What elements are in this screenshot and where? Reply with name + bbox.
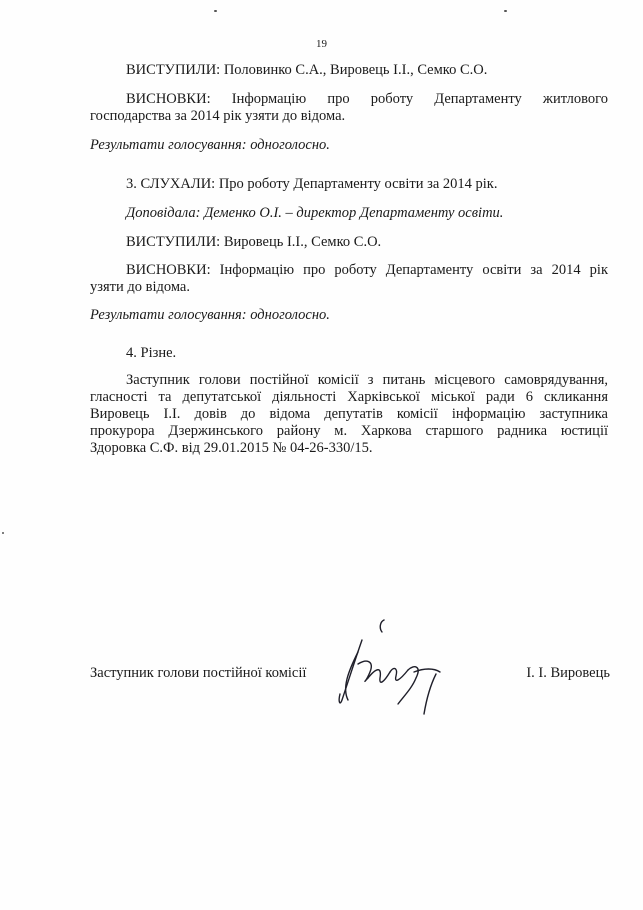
conclusions-line: узяти до відома.: [90, 279, 190, 295]
conclusions-line: ВИСНОВКИ: Інформацію про роботу Департаменту житлового: [126, 91, 608, 107]
body-line: гласності та депутатської діяльності Харківської міської ради 6 скликання: [90, 389, 608, 405]
vote-result: Результати голосування: одноголосно.: [90, 307, 330, 323]
reporter-line: Доповідала: Деменко О.І. – директор Департаменту освіти.: [126, 205, 504, 221]
handwritten-signature: [318, 612, 458, 722]
page-number: 19: [316, 38, 327, 50]
body-line: прокурора Дзержинського району м. Харкова старшого радника юстиції: [90, 423, 608, 439]
heard-heading: 3. СЛУХАЛИ: Про роботу Департаменту освіти за 2014 рік.: [126, 176, 498, 192]
misc-heading: 4. Різне.: [126, 345, 177, 361]
conclusions-line: ВИСНОВКИ: Інформацію про роботу Департаменту освіти за 2014 рік: [126, 262, 608, 278]
speakers-line: ВИСТУПИЛИ: Вировець І.І., Семко С.О.: [126, 234, 382, 250]
signatory-title: Заступник голови постійної комісії: [90, 665, 307, 681]
scan-artifact: [2, 532, 4, 534]
speakers-line: ВИСТУПИЛИ: Половинко С.А., Вировець І.І., Семко С.О.: [126, 62, 488, 78]
scan-artifact: [504, 10, 507, 12]
scan-artifact: [214, 10, 217, 12]
body-line: Вировець І.І. довів до відома депутатів комісії інформацію заступника: [90, 406, 608, 422]
body-line: Здоровка С.Ф. від 29.01.2015 № 04-26-330/15.: [90, 440, 373, 456]
signatory-name: І. І. Вировець: [526, 665, 610, 681]
vote-result: Результати голосування: одноголосно.: [90, 137, 330, 153]
conclusions-line: господарства за 2014 рік узяти до відома.: [90, 108, 346, 124]
body-line: Заступник голови постійної комісії з питань місцевого самоврядування,: [126, 372, 608, 388]
